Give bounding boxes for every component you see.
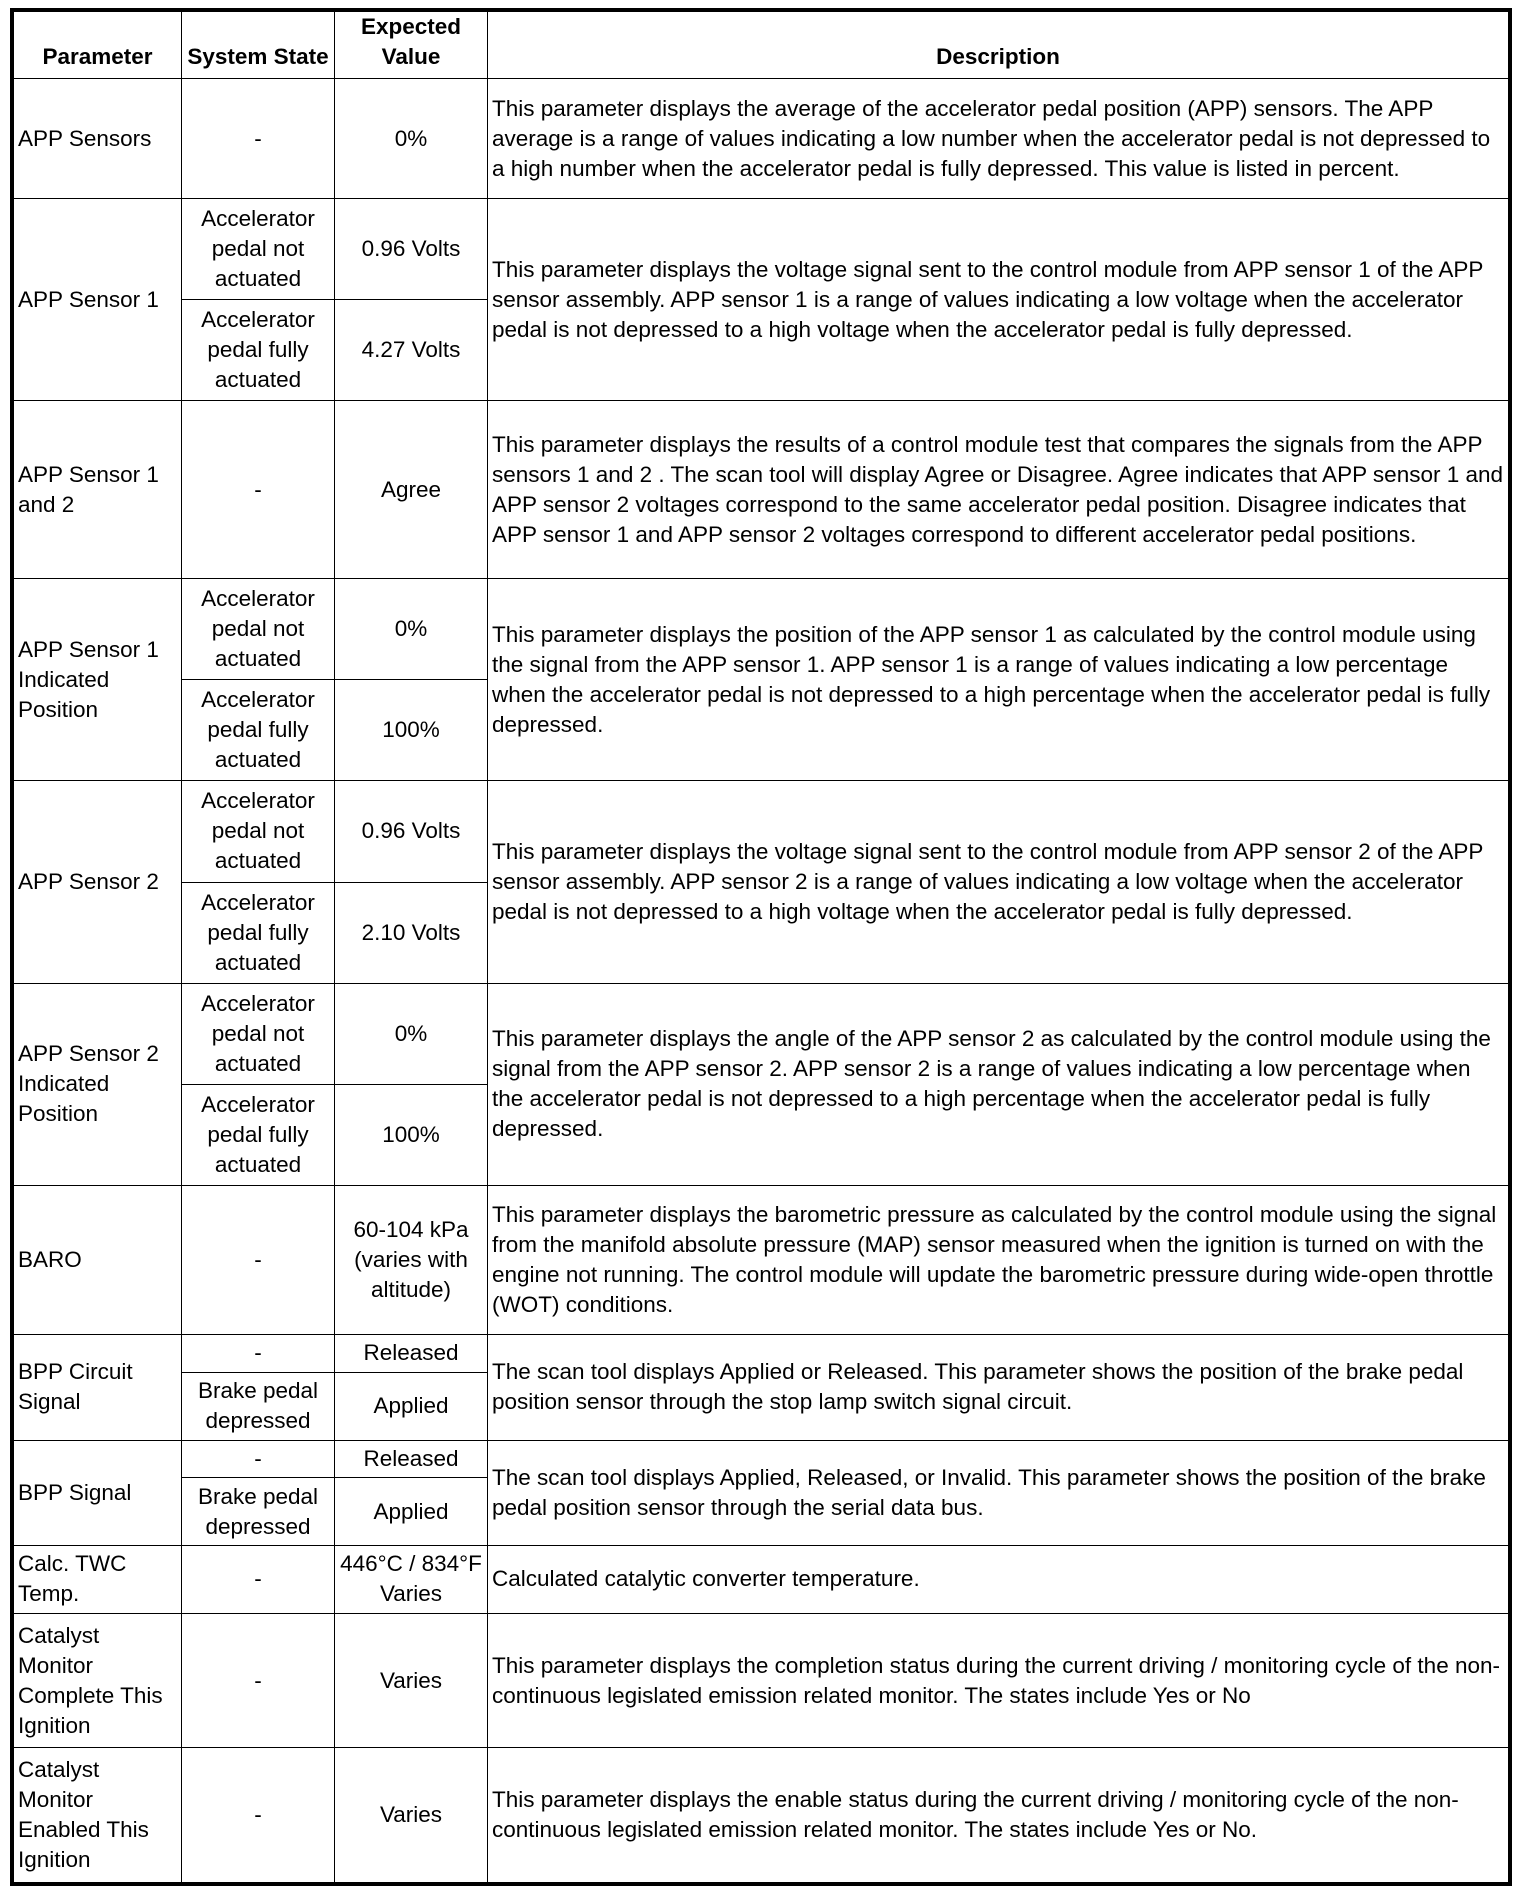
cell-expected-value: Released <box>335 1440 488 1478</box>
cell-description: This parameter displays the angle of the APP sensor 2 as calculated by the control module using the signal from the APP sensor 2. APP sensor 2 is a range of values indicating a low percentage when the accelerator pedal is not depressed to a high percentage when the accelerator pedal is fully depressed. <box>488 983 1509 1185</box>
cell-expected-value: 0% <box>335 579 488 680</box>
table-row <box>14 1440 1509 1478</box>
table-row <box>14 1748 1509 1883</box>
cell-system-state: - <box>182 79 335 199</box>
cell-system-state: - <box>182 401 335 579</box>
cell-parameter: APP Sensor 2 <box>14 781 182 983</box>
table-row <box>14 79 1509 199</box>
cell-parameter: Catalyst Monitor Enabled This Ignition <box>14 1748 182 1883</box>
table-row <box>14 1546 1509 1614</box>
cell-description: The scan tool displays Applied or Released. This parameter shows the position of the brake pedal position sensor through the stop lamp switch signal circuit. <box>488 1334 1509 1440</box>
cell-expected-value: 0% <box>335 983 488 1084</box>
table-row <box>14 1334 1509 1372</box>
cell-description: This parameter displays the average of the accelerator pedal position (APP) sensors. The APP average is a range of values indicating a low number when the accelerator pedal is not depressed to a high number when the accelerator pedal is fully depressed. This value is listed in percent. <box>488 79 1509 199</box>
cell-expected-value: 0% <box>335 79 488 199</box>
cell-system-state: - <box>182 1748 335 1883</box>
cell-expected-value: Applied <box>335 1372 488 1440</box>
cell-system-state: Accelerator pedal fully actuated <box>182 1084 335 1185</box>
cell-parameter: BPP Signal <box>14 1440 182 1546</box>
cell-expected-value: 446°C / 834°F Varies <box>335 1546 488 1614</box>
cell-system-state: Accelerator pedal not actuated <box>182 579 335 680</box>
cell-expected-value: Varies <box>335 1613 488 1747</box>
cell-expected-value: 4.27 Volts <box>335 300 488 401</box>
cell-description: This parameter displays the enable status during the current driving / monitoring cycle of the non-continuous legislated emission related monitor. The states include Yes or No. <box>488 1748 1509 1883</box>
cell-system-state: - <box>182 1440 335 1478</box>
cell-system-state: Accelerator pedal fully actuated <box>182 680 335 781</box>
parameter-table-frame <box>10 8 1512 1886</box>
cell-system-state: Brake pedal depressed <box>182 1372 335 1440</box>
header-system-state: System State <box>182 12 335 79</box>
parameter-table <box>13 11 1509 1883</box>
cell-parameter: APP Sensors <box>14 79 182 199</box>
table-row <box>14 199 1509 300</box>
cell-system-state: Accelerator pedal fully actuated <box>182 882 335 983</box>
cell-system-state: Accelerator pedal not actuated <box>182 781 335 882</box>
table-row <box>14 1613 1509 1747</box>
cell-description: This parameter displays the voltage signal sent to the control module from APP sensor 1 of the APP sensor assembly. APP sensor 1 is a range of values indicating a low voltage when the accelerator pedal is not depressed to a high voltage when the accelerator pedal is fully depressed. <box>488 199 1509 401</box>
header-expected-value: Expected Value <box>335 12 488 79</box>
cell-description: This parameter displays the results of a control module test that compares the signals from the APP sensors 1 and 2 . The scan tool will display Agree or Disagree. Agree indicates that APP sensor 1 and APP sensor 2 voltages correspond to the same accelerator pedal position. Disagree indicates that APP sensor 1 and APP sensor 2 voltages correspond to different accelerator pedal positions. <box>488 401 1509 579</box>
cell-description: This parameter displays the completion status during the current driving / monitoring cycle of the non-continuous legislated emission related monitor. The states include Yes or No <box>488 1613 1509 1747</box>
cell-description: This parameter displays the voltage signal sent to the control module from APP sensor 2 of the APP sensor assembly. APP sensor 2 is a range of values indicating a low voltage when the accelerator pedal is not depressed to a high voltage when the accelerator pedal is fully depressed. <box>488 781 1509 983</box>
header-parameter: Parameter <box>14 12 182 79</box>
cell-expected-value: 60-104 kPa (varies with altitude) <box>335 1185 488 1334</box>
table-row <box>14 983 1509 1084</box>
cell-system-state: - <box>182 1546 335 1614</box>
cell-expected-value: 0.96 Volts <box>335 781 488 882</box>
cell-expected-value: Agree <box>335 401 488 579</box>
cell-parameter: APP Sensor 1 Indicated Position <box>14 579 182 781</box>
cell-expected-value: 2.10 Volts <box>335 882 488 983</box>
table-body <box>14 79 1509 1883</box>
cell-system-state: Brake pedal depressed <box>182 1478 335 1546</box>
cell-parameter: BPP Circuit Signal <box>14 1334 182 1440</box>
cell-expected-value: Released <box>335 1334 488 1372</box>
cell-parameter: APP Sensor 2 Indicated Position <box>14 983 182 1185</box>
cell-parameter: APP Sensor 1 and 2 <box>14 401 182 579</box>
table-row <box>14 401 1509 579</box>
cell-expected-value: Applied <box>335 1478 488 1546</box>
cell-parameter: APP Sensor 1 <box>14 199 182 401</box>
cell-system-state: Accelerator pedal fully actuated <box>182 300 335 401</box>
table-row <box>14 781 1509 882</box>
cell-parameter: BARO <box>14 1185 182 1334</box>
cell-parameter: Calc. TWC Temp. <box>14 1546 182 1614</box>
cell-system-state: - <box>182 1613 335 1747</box>
header-description: Description <box>488 12 1509 79</box>
table-row <box>14 1185 1509 1334</box>
table-header-row <box>14 12 1509 79</box>
cell-description: The scan tool displays Applied, Released, or Invalid. This parameter shows the position of the brake pedal position sensor through the serial data bus. <box>488 1440 1509 1546</box>
cell-system-state: Accelerator pedal not actuated <box>182 983 335 1084</box>
cell-system-state: - <box>182 1185 335 1334</box>
cell-expected-value: 0.96 Volts <box>335 199 488 300</box>
cell-expected-value: 100% <box>335 680 488 781</box>
cell-parameter: Catalyst Monitor Complete This Ignition <box>14 1613 182 1747</box>
table-row <box>14 579 1509 680</box>
cell-system-state: Accelerator pedal not actuated <box>182 199 335 300</box>
cell-description: This parameter displays the position of the APP sensor 1 as calculated by the control module using the signal from the APP sensor 1. APP sensor 1 is a range of values indicating a low percentage when the accelerator pedal is not depressed to a high percentage when the accelerator pedal is fully depressed. <box>488 579 1509 781</box>
cell-system-state: - <box>182 1334 335 1372</box>
cell-description: This parameter displays the barometric pressure as calculated by the control module using the signal from the manifold absolute pressure (MAP) sensor measured when the ignition is turned on with the engine not running. The control module will update the barometric pressure during wide-open throttle (WOT) conditions. <box>488 1185 1509 1334</box>
cell-description: Calculated catalytic converter temperature. <box>488 1546 1509 1614</box>
cell-expected-value: Varies <box>335 1748 488 1883</box>
cell-expected-value: 100% <box>335 1084 488 1185</box>
